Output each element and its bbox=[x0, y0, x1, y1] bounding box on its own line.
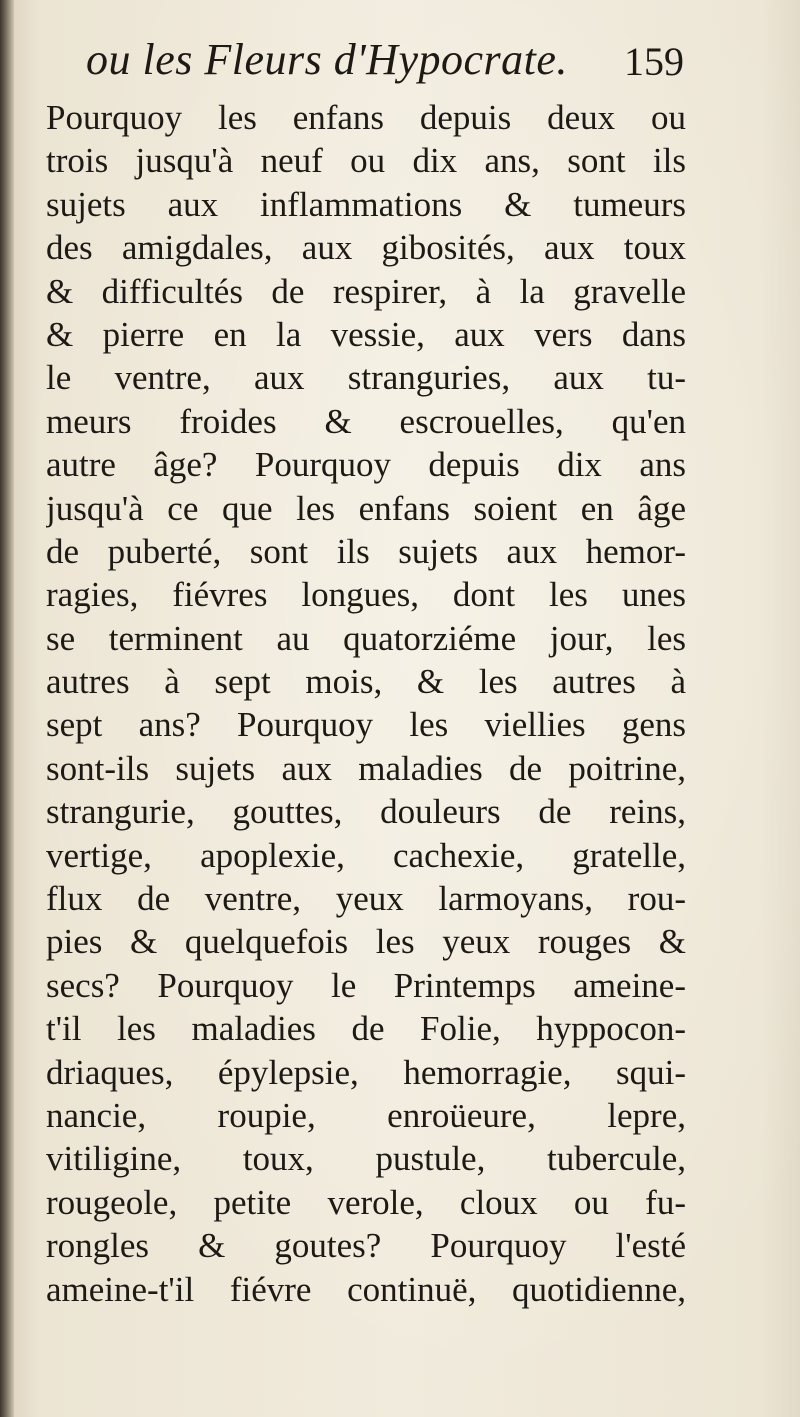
text-line: vertige, apoplexie, cachexie, gratelle, bbox=[46, 835, 686, 875]
text-line: sept ans? Pourquoy les viellies gens bbox=[46, 705, 686, 745]
text-line: autre âge? Pourquoy depuis dix ans bbox=[46, 445, 686, 485]
text-line: de puberté, sont ils sujets aux hemor- bbox=[46, 531, 686, 571]
text-line: & pierre en la vessie, aux vers dans bbox=[46, 314, 686, 354]
text-line: meurs froides & escrouelles, qu'en bbox=[46, 401, 686, 441]
text-line: trois jusqu'à neuf ou dix ans, sont ils bbox=[46, 141, 686, 181]
text-line: sont-ils sujets aux maladies de poitrine, bbox=[46, 748, 686, 788]
text-line: rongles & goutes? Pourquoy l'esté bbox=[46, 1226, 686, 1266]
text-line: se terminent au quatorziéme jour, les bbox=[46, 618, 686, 658]
text-line: rougeole, petite verole, cloux ou fu- bbox=[46, 1182, 686, 1222]
page-header bbox=[60, 34, 700, 94]
text-line: autres à sept mois, & les autres à bbox=[46, 662, 686, 702]
text-line: ragies, fiévres longues, dont les unes bbox=[46, 575, 686, 615]
text-line: & difficultés de respirer, à la gravelle bbox=[46, 271, 686, 311]
text-line: jusqu'à ce que les enfans soient en âge bbox=[46, 488, 686, 528]
text-line: des amigdales, aux gibosités, aux toux bbox=[46, 228, 686, 268]
running-title: ou les Fleurs d'Hypocrate. bbox=[86, 35, 568, 84]
text-line: Pourquoy les enfans depuis deux ou bbox=[46, 98, 686, 137]
text-line: flux de ventre, yeux larmoyans, rou- bbox=[46, 879, 686, 919]
page-number: 159 bbox=[624, 39, 684, 84]
text-line: driaques, épylepsie, hemorragie, squi- bbox=[46, 1052, 686, 1092]
page-gutter-shadow bbox=[0, 0, 14, 1417]
text-line: pies & quelquefois les yeux rouges & bbox=[46, 922, 686, 962]
text-line: secs? Pourquoy le Printemps ameine- bbox=[46, 965, 686, 1005]
text-line: nancie, roupie, enroüeure, lepre, bbox=[46, 1095, 686, 1135]
body-text bbox=[46, 96, 686, 1311]
text-line: t'il les maladies de Folie, hyppocon- bbox=[46, 1009, 686, 1049]
text-line: ameine-t'il fiévre continuë, quotidienne, bbox=[46, 1269, 686, 1309]
text-line: strangurie, gouttes, douleurs de reins, bbox=[46, 792, 686, 832]
text-line: vitiligine, toux, pustule, tubercule, bbox=[46, 1139, 686, 1179]
text-line: sujets aux inflammations & tumeurs bbox=[46, 184, 686, 224]
text-line: le ventre, aux stranguries, aux tu- bbox=[46, 358, 686, 398]
